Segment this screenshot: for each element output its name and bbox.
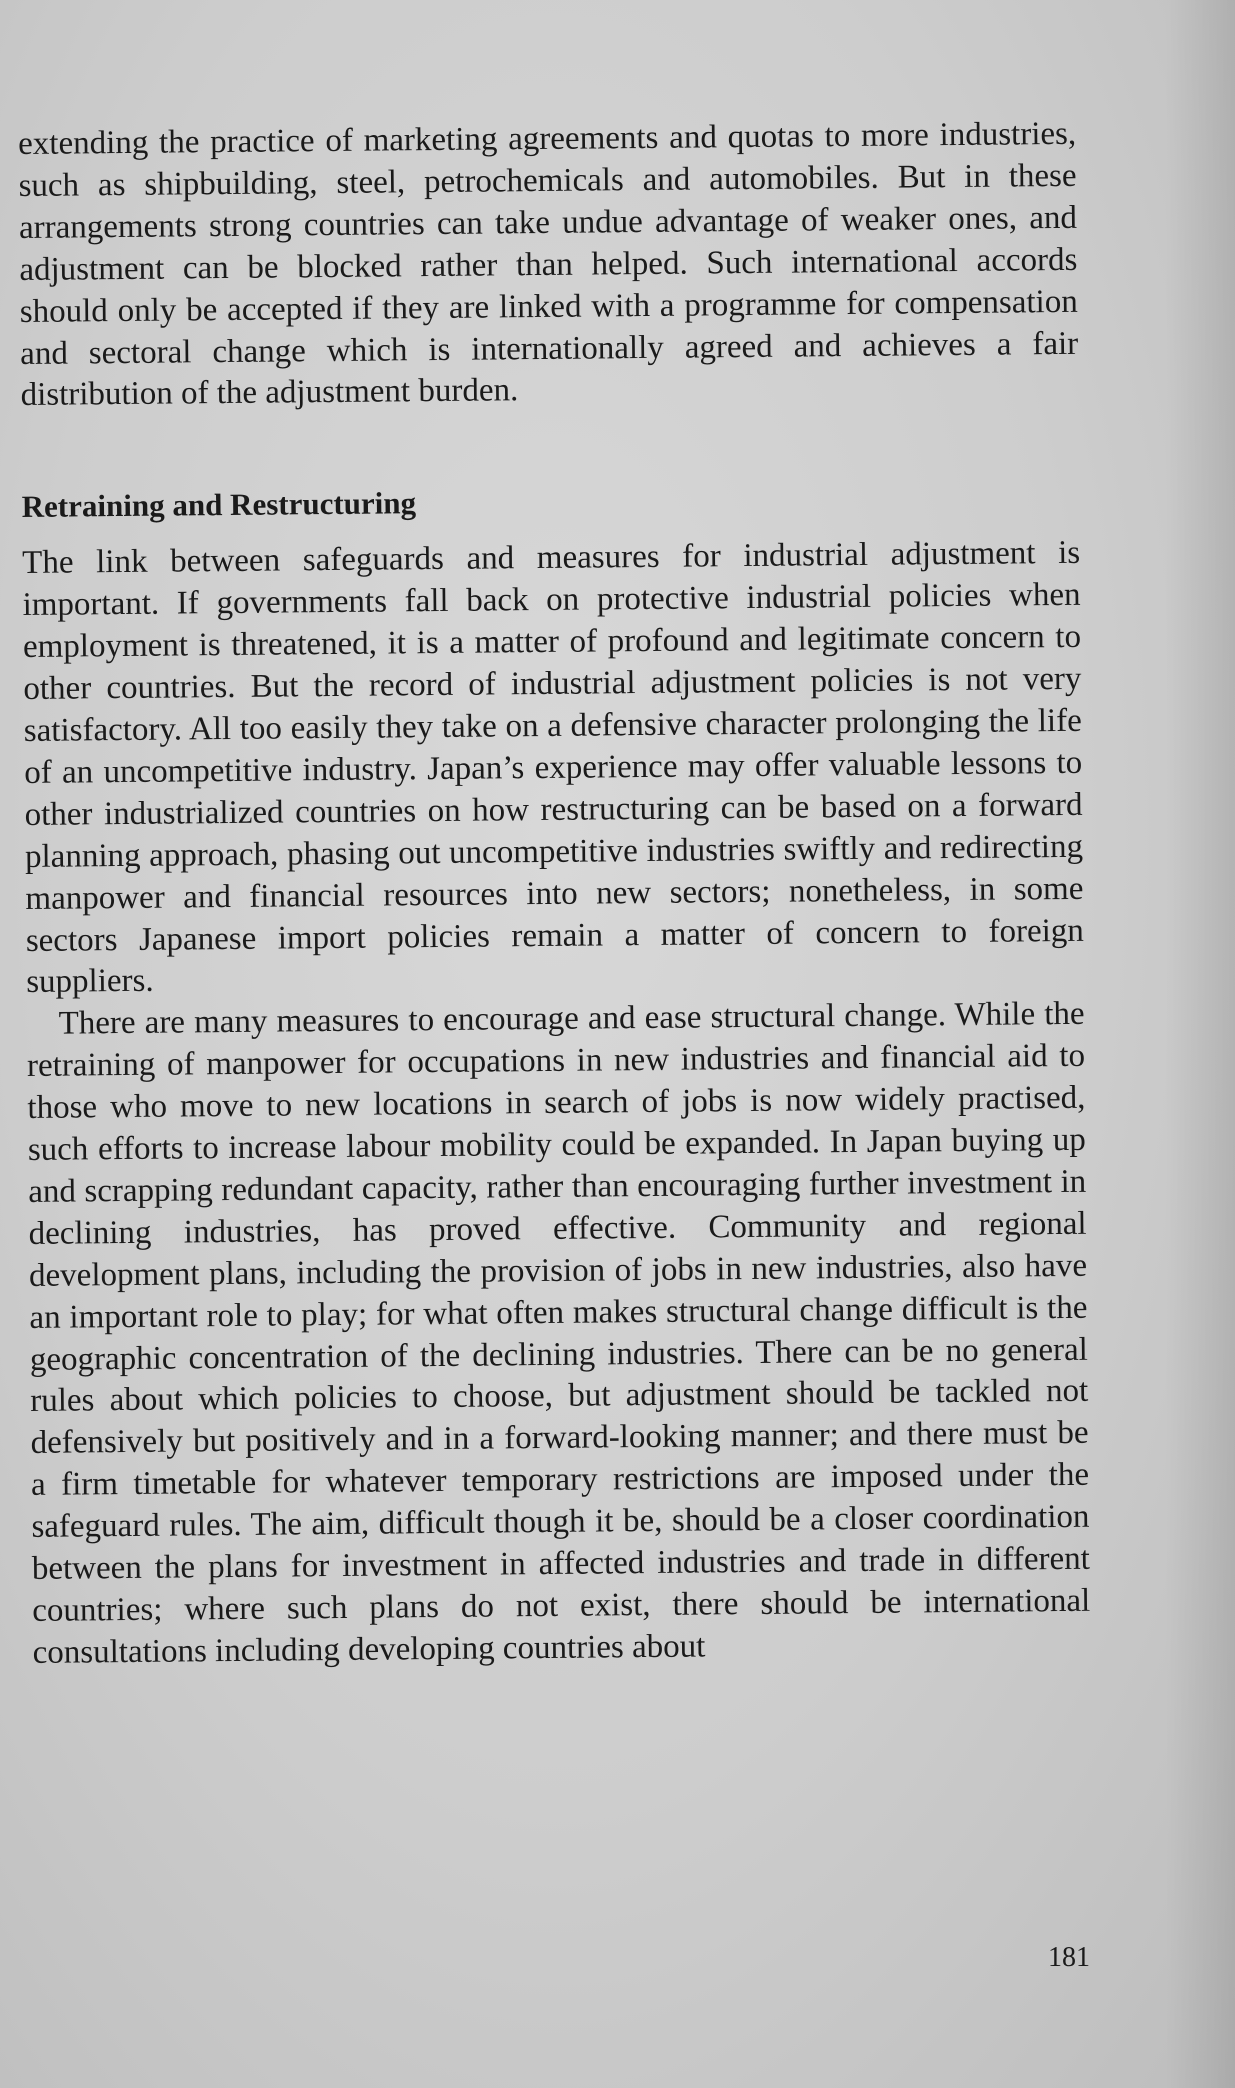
opening-paragraph: extending the practice of marketing agreements and quotas to more industries, such as shipbuilding, steel, petrochemicals and automobiles. But in these arrangements strong countries can take undue advantage of weaker ones, and adjustment can be blocked rather than helped. Such international accords should only be accepted if they are linked with a programme for compensation and sectoral change which is internationally agreed and achieves a fair distribution of the adjustment burden. bbox=[18, 115, 1079, 414]
section-paragraph: There are many measures to encourage and ease structural change. While the retraining of manpower for occupations in new industries and financial aid to those who move to new locations in search of jobs is now widely practised, such efforts to increase labour mobility could be expanded. In Japan buying up and scrapping redundant capacity, rather than encouraging further investment in declining industries, has proved effective. Community and regional development plans, including the provision of jobs in new industries, also have an important role to play; for what often makes structural change difficult is the geographic concentration of the declining industries. There can be no general rules about which policies to choose, but adjustment should be tackled not defensively but positively and in a forward-looking manner; and there must be a firm timetable for whatever temporary restrictions are imposed under the safeguard rules. The aim, difficult though it be, should be a closer coordination between the plans for investment in affected industries and trade in different countries; where such plans do not exist, there should be international consultations including developing countries about bbox=[26, 996, 1091, 1671]
text-column bbox=[18, 114, 1091, 1675]
section-paragraph: The link between safeguards and measures for industrial adjustment is important. If governments fall back on protective industrial policies when employment is threatened, it is a matter of profound and legitimate concern to other countries. But the record of industrial adjustment policies is not very satisfactory. All too easily they take on a defensive character prolonging the life of an uncompetitive industry. Japan’s experience may offer valuable lessons to other industrialized countries on how restructuring can be based on a forward planning approach, phasing out uncompetitive industries swiftly and redirecting manpower and financial resources into new sectors; nonetheless, in some sectors Japanese import policies remain a matter of concern to foreign suppliers. bbox=[22, 535, 1084, 1001]
section-heading: Retraining and Restructuring bbox=[21, 485, 417, 525]
page-number: 181 bbox=[1048, 1942, 1090, 1973]
